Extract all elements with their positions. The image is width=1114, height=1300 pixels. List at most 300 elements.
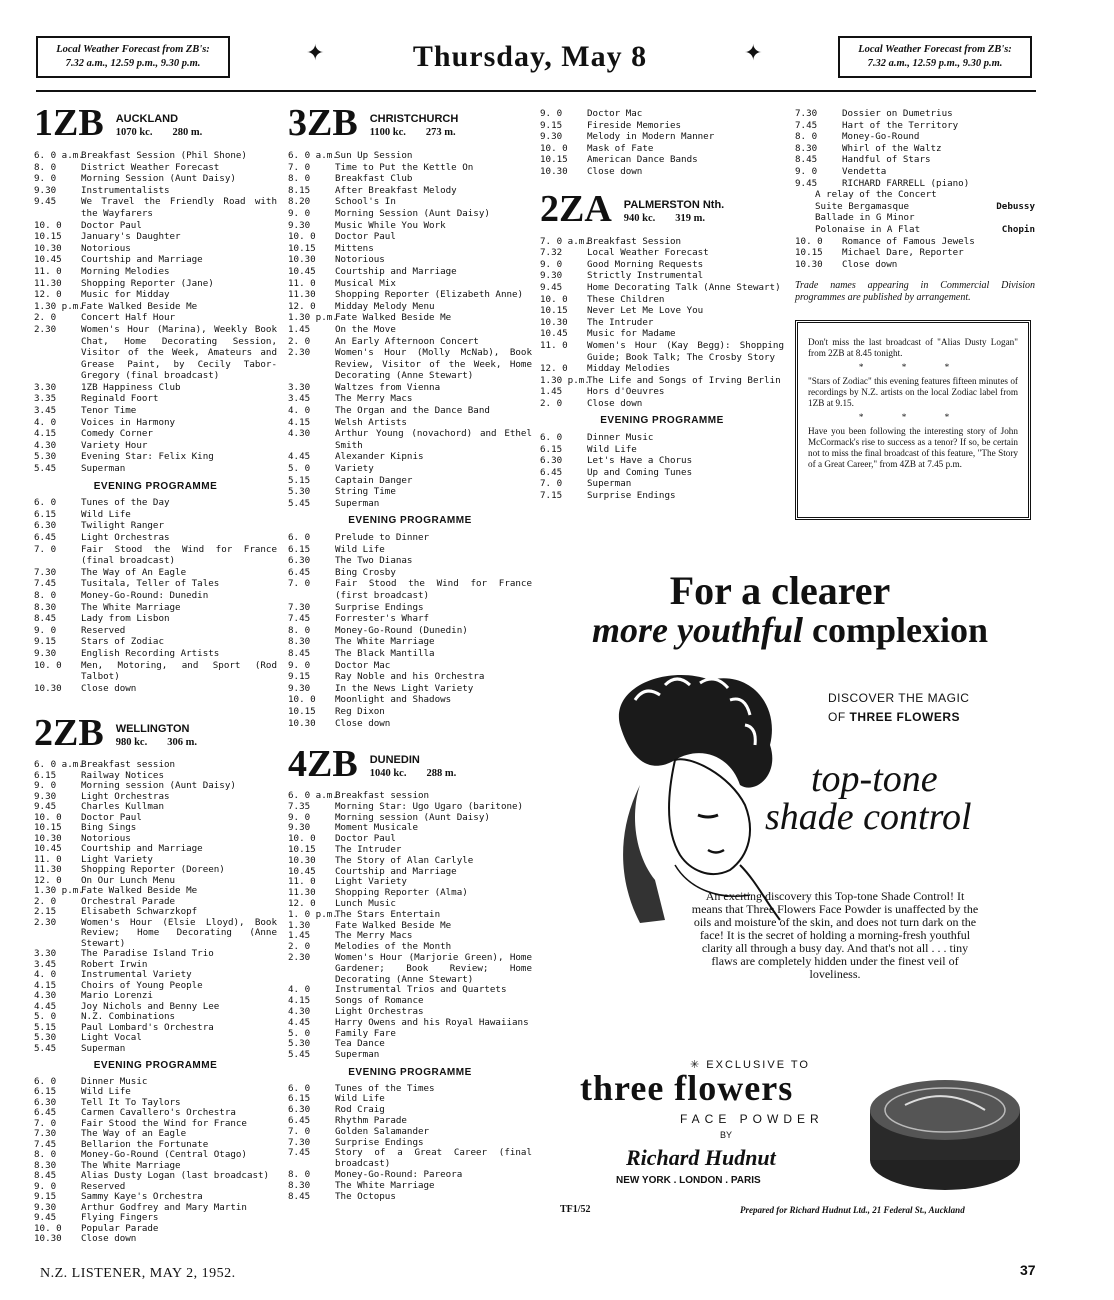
schedule-time: 9.45 [34,196,57,208]
schedule-row [34,1077,277,1088]
schedule-programme: Morning session (Aunt Daisy) [335,811,490,823]
schedule-row [34,844,277,855]
schedule-programme: The Merry Macs [335,393,413,405]
schedule-programme: Charles Kullman [81,801,164,813]
schedule-time: 7.35 [288,800,311,812]
ad-script-line1: top-tone [811,758,938,800]
schedule-programme: Wild Life [81,508,131,520]
note-mccormack: Have you been following the interesting story of John McCormack's rise to success as a tenor? If so, be certain not to miss the final broadcast of this feature, "The Story of a Great Career," from 4ZB at 7.45 p.m. [808,426,1018,469]
schedule-programme: The Two Dianas [335,555,413,567]
station-kc: 940 kc. [623,212,656,224]
ad-discover-line1: DISCOVER THE MAGIC [828,691,970,705]
schedule-programme: Doctor Mac [587,108,643,119]
schedule-programme: RICHARD FARRELL (piano) [842,177,970,189]
schedule-row [540,317,784,329]
schedule-row [34,590,277,602]
schedule-programme: Tea Dance [335,1038,385,1050]
schedule-row [34,660,277,683]
schedule-time: 9.45 [34,1212,57,1224]
schedule-time: 8. 0 [288,173,311,185]
schedule-time: 4. 0 [34,416,57,428]
schedule-programme: Fireside Memories [587,119,682,131]
schedule-time: 8.45 [34,1170,57,1182]
schedule-time: 10. 0 [34,1222,62,1234]
schedule-4zb-continued [540,108,784,178]
schedule-row [288,1039,532,1050]
schedule-time: 10.45 [288,865,316,877]
schedule-time: 9.45 [540,281,563,293]
schedule-programme: Reserved [81,624,126,636]
schedule-programme: Comedy Corner [81,428,153,440]
schedule-programme: Courtship and Marriage [335,865,457,877]
schedule-time: 10.15 [288,242,316,254]
station-kc: 1100 kc. [369,127,406,138]
schedule-programme: Railway Notices [81,769,164,781]
concert-piece-row [795,201,1035,213]
concert-composer: Debussy [996,200,1035,212]
evening-heading: EVENING PROGRAMME [348,1067,472,1079]
ad-script-text [765,760,972,836]
schedule-time: 4.45 [34,1000,57,1012]
schedule-2za-day [540,236,784,410]
schedule-time: 9. 0 [34,173,57,185]
schedule-row [34,1224,277,1235]
schedule-row [34,173,277,185]
schedule-time: 4.15 [288,416,311,428]
schedule-programme: Variety [335,463,374,475]
schedule-programme: Welsh Artists [335,416,407,428]
schedule-row [288,185,532,197]
ad-prepared-for: Prepared for Richard Hudnut Ltd., 21 Federal St., Auckland [740,1205,965,1215]
schedule-programme: Fair Stood the Wind for France (final broadcast) [81,543,277,567]
schedule-time: 6.45 [288,566,311,578]
schedule-row [540,166,784,178]
schedule-row [34,532,277,544]
schedule-row [540,120,784,132]
schedule-time: 4.45 [288,1016,311,1028]
ad-by: BY [720,1130,733,1140]
schedule-time: 11. 0 [540,339,568,351]
schedule-time: 6.30 [288,1104,311,1116]
schedule-row [540,386,784,398]
schedule-time: 9.45 [34,801,57,813]
schedule-time: 9.30 [288,219,311,231]
schedule-programme: Tell It To Taylors [81,1096,181,1108]
schedule-row [34,949,277,960]
ad-discover-of: OF [828,710,846,724]
schedule-time: 8.45 [288,1190,311,1202]
schedule-row [795,236,1035,248]
schedule-programme: Good Morning Requests [587,258,704,270]
schedule-programme: Wild Life [335,1093,385,1105]
schedule-programme: Voices in Harmony [81,416,176,428]
schedule-row [34,823,277,834]
schedule-row [288,220,532,232]
schedule-time: 7. 0 [34,543,57,555]
schedule-time: 3.45 [34,405,57,417]
schedule-time: 6.45 [540,466,563,478]
schedule-row [540,340,784,363]
schedule-time: 8.15 [288,184,311,196]
schedule-row [288,636,532,648]
schedule-programme: District Weather Forecast [81,161,220,173]
schedule-programme: Hors d'Oeuvres [587,386,665,398]
schedule-programme: Michael Dare, Reporter [842,247,964,259]
schedule-time: 6.45 [34,1107,57,1119]
schedule-time: 10.15 [795,247,823,259]
schedule-time: 8.30 [795,142,818,154]
schedule-programme: Joy Nichols and Benny Lee [81,1000,220,1012]
schedule-time: 4.15 [34,979,57,991]
schedule-time: 10.30 [288,717,316,729]
schedule-row [288,602,532,614]
schedule-programme: We Travel the Friendly Road with the Wayfarers [81,196,277,219]
schedule-row [288,1127,532,1138]
schedule-programme: Doctor Paul [335,833,396,845]
column-4 [795,108,1035,304]
concert-composer: Chopin [1001,223,1035,235]
schedule-row [288,694,532,706]
schedule-programme: Let's Have a Chorus [587,455,693,467]
station-1zb-header [34,102,277,144]
schedule-programme: Doctor Paul [81,811,142,823]
schedule-row [288,324,532,336]
schedule-time: 7.32 [540,247,563,259]
schedule-row [34,220,277,232]
schedule-time: 1.30 p.m. [540,374,590,386]
schedule-time: 9.30 [34,184,57,196]
schedule-programme: The Black Mantilla [335,647,435,659]
schedule-time: 10.30 [540,316,568,328]
schedule-row [288,463,532,475]
schedule-time: 5. 0 [288,463,311,475]
schedule-programme: Music for Midday [81,289,170,301]
station-metres: 306 m. [167,737,197,749]
station-metres: 273 m. [425,127,456,138]
schedule-time: 9.30 [540,131,563,143]
schedule-row [34,802,277,813]
schedule-row [540,236,784,248]
schedule-programme: The Organ and the Dance Band [335,405,490,417]
evening-heading: EVENING PROGRAMME [348,515,472,527]
schedule-programme: Musical Mix [335,277,396,289]
schedule-programme: Surprise Endings [587,490,676,502]
schedule-time: 11.30 [288,887,316,899]
schedule-programme: Lady from Lisbon [81,613,170,625]
schedule-programme: Fate Walked Beside Me [335,312,452,324]
schedule-row [288,451,532,463]
schedule-time: 1.30 p.m. [34,885,84,897]
schedule-time: 5.45 [34,1042,57,1054]
schedule-time: 7.15 [540,490,563,502]
schedule-programme: Superman [335,497,380,509]
schedule-programme: Music While You Work [335,219,446,231]
schedule-time: 9.30 [34,1201,57,1213]
schedule-row [34,324,277,382]
schedule-programme: The White Marriage [81,1159,181,1171]
schedule-programme: Light Orchestras [81,532,170,543]
schedule-programme: Tunes of the Day [81,497,170,509]
schedule-programme: Doctor Mac [335,659,391,671]
ad-script-line2: shade control [765,796,972,838]
schedule-time: 9. 0 [288,659,311,671]
schedule-programme: Robert Irwin [81,958,148,970]
schedule-programme: Superman [81,463,126,475]
schedule-programme: Light Variety [335,876,407,888]
station-city: DUNEDIN [369,754,420,767]
schedule-time: 8. 0 [34,1149,57,1161]
schedule-time: 10.15 [288,705,316,717]
schedule-row [288,953,532,985]
schedule-time: 9. 0 [795,165,818,177]
weather-box-right [838,36,1032,78]
schedule-time: 7. 0 a.m. [540,235,590,247]
schedule-3zb-day [288,150,532,509]
schedule-time: 9.30 [540,270,563,282]
ad-headline-2 [540,609,1040,651]
schedule-time: 3.35 [34,393,57,405]
station-city: PALMERSTON Nth. [623,198,725,211]
schedule-programme: Superman [335,1049,380,1061]
schedule-row [540,247,784,259]
schedule-time: 9.15 [34,636,57,648]
schedule-time: 10. 0 [540,142,568,154]
schedule-row [34,509,277,521]
ad-brand-name: three flowers [580,1068,794,1108]
schedule-programme: The Intruder [335,844,402,856]
schedule-time: 8.30 [288,636,311,648]
schedule-row [34,683,277,695]
schedule-time: 11.30 [34,277,62,289]
schedule-programme: Instrumental Variety [81,969,192,981]
station-call: 2ZB [34,712,104,755]
schedule-time: 10. 0 [34,811,62,823]
schedule-row [288,498,532,510]
schedule-time: 8.45 [795,154,818,166]
schedule-programme: Popular Parade [81,1222,159,1234]
ad-face-powder: FACE POWDER [680,1112,824,1126]
schedule-row [34,544,277,567]
schedule-programme: Bing Crosby [335,566,396,578]
schedule-programme: Midday Melody Menu [335,300,435,312]
notes-box [795,320,1031,520]
schedule-time: 9.30 [288,682,311,694]
evening-heading: EVENING PROGRAMME [600,415,724,427]
schedule-time: 4.45 [288,451,311,463]
schedule-programme: Sammy Kaye's Orchestra [81,1191,203,1203]
schedule-row [288,1018,532,1029]
schedule-row [540,478,784,490]
schedule-programme: Reserved [81,1180,126,1192]
schedule-time: 7.45 [795,119,818,131]
advertisement [540,545,1040,1235]
schedule-row [540,444,784,456]
schedule-time: 10.30 [34,1233,62,1245]
trade-names-note: Trade names appearing in Commercial Division programmes are published by arrangement. [795,280,1035,304]
schedule-row [34,243,277,255]
schedule-row [288,266,532,278]
schedule-time: 9. 0 [34,624,57,636]
schedule-programme: Rod Craig [335,1104,385,1116]
schedule-programme: Tenor Time [81,405,137,417]
schedule-time: 8. 0 [34,161,57,173]
schedule-time: 8.30 [34,1159,57,1171]
schedule-time: 9. 0 [34,780,57,792]
schedule-time: 6. 0 [288,532,311,543]
schedule-programme: Superman [81,1042,126,1054]
schedule-row [540,282,784,294]
schedule-row [34,162,277,174]
schedule-time: 3.30 [288,381,311,393]
schedule-time: 4. 0 [288,405,311,417]
schedule-row [540,363,784,375]
schedule-programme: Songs of Romance [335,995,424,1007]
schedule-time: 7.30 [34,566,57,578]
schedule-time: 6. 0 [288,1082,311,1094]
schedule-programme: Golden Salamander [335,1125,430,1137]
schedule-programme: After Breakfast Melody [335,184,457,196]
powder-box-illustration [865,1065,1025,1195]
schedule-time: 6. 0 a.m. [288,150,338,161]
schedule-row [795,108,1035,120]
schedule-row [34,602,277,614]
schedule-time: 7. 0 [34,1117,57,1129]
schedule-time: 4.30 [34,990,57,1002]
schedule-time: 9.30 [288,822,311,834]
schedule-time: 3.30 [34,381,57,393]
station-metres: 319 m. [675,212,706,224]
schedule-row [34,463,277,475]
schedule-row [288,706,532,718]
schedule-row [288,613,532,625]
schedule-row [288,1105,532,1116]
schedule-programme: Choirs of Young People [81,979,203,991]
schedule-time: 7.45 [34,578,57,590]
schedule-row [34,567,277,579]
schedule-row [288,532,532,544]
schedule-row [795,131,1035,143]
schedule-row [34,497,277,509]
schedule-programme: Morning session (Aunt Daisy) [81,780,236,792]
schedule-programme: Wild Life [587,443,637,455]
schedule-programme: Handful of Stars [842,154,931,166]
schedule-row [34,254,277,266]
stars-divider: * * * [858,412,968,422]
schedule-row [288,544,532,556]
schedule-time: 9. 0 [34,1180,57,1192]
schedule-programme: Notorious [81,832,131,844]
schedule-row [288,347,532,382]
schedule-programme: Dinner Music [81,1075,148,1087]
schedule-time: 4.15 [288,995,311,1007]
schedule-programme: Close down [587,397,643,409]
schedule-programme: The White Marriage [335,1179,435,1191]
schedule-programme: Courtship and Marriage [81,843,203,855]
schedule-programme: The Way of an Eagle [81,1128,187,1140]
schedule-row [795,178,1035,190]
schedule-row [795,259,1035,271]
schedule-time: 10.45 [34,254,62,266]
schedule-row [540,131,784,143]
schedule-programme: Romance of Famous Jewels [842,235,975,247]
schedule-time: 6.30 [540,455,563,467]
schedule-programme: Home Decorating Talk (Anne Stewart) [587,281,781,293]
schedule-4zb-evening [288,1084,532,1203]
schedule-row [34,393,277,405]
schedule-time: 5.30 [34,451,57,463]
schedule-time: 10. 0 [795,235,823,247]
schedule-time: 10. 0 [288,694,316,706]
schedule-programme: Morning Melodies [81,265,170,277]
schedule-time: 7.45 [288,1147,311,1159]
schedule-programme: Prelude to Dinner [335,532,430,543]
schedule-row [34,278,277,290]
ad-headline-2-italic: more youthful [591,610,804,650]
schedule-programme: Captain Danger [335,474,413,486]
station-4zb-header [288,743,532,786]
schedule-programme: Mittens [335,242,374,254]
station-kc: 1070 kc. [115,127,153,138]
schedule-programme: Bing Sings [81,822,137,834]
schedule-row [34,185,277,197]
schedule-row [34,1171,277,1182]
schedule-programme: Up and Coming Tunes [587,466,693,478]
schedule-programme: Fair Stood the Wind for France [81,1117,247,1129]
stars-divider: * * * [858,362,968,372]
schedule-programme: Sun Up Session [335,150,413,161]
schedule-row [288,671,532,683]
schedule-row [288,173,532,185]
schedule-row [288,625,532,637]
schedule-row [540,455,784,467]
schedule-row [34,266,277,278]
schedule-programme: Close down [335,717,391,729]
schedule-row [288,301,532,313]
schedule-programme: In the News Light Variety [335,682,474,694]
schedule-programme: The White Marriage [81,601,181,613]
station-city: AUCKLAND [115,113,179,125]
schedule-time: 10.15 [540,305,568,317]
schedule-row [288,486,532,498]
schedule-row [795,143,1035,155]
station-2za-header [540,187,784,230]
schedule-time: 10.15 [288,844,316,856]
schedule-programme: Harry Owens and his Royal Hawaiians [335,1016,529,1028]
schedule-row [540,270,784,282]
column-1 [34,100,277,1245]
schedule-programme: School's In [335,196,396,208]
ad-cities: NEW YORK . LONDON . PARIS [616,1175,761,1186]
schedule-row [34,1023,277,1034]
schedule-programme: Strictly Instrumental [587,270,704,282]
schedule-time: 10.15 [34,822,62,834]
schedule-row [34,312,277,324]
schedule-row [288,888,532,899]
schedule-time: 6.45 [34,532,57,543]
schedule-2zb-day [34,760,277,1054]
schedule-row [34,1234,277,1245]
schedule-programme: Breakfast session [335,790,430,802]
schedule-time: 5.30 [34,1032,57,1044]
schedule-programme: Light Orchestras [81,790,170,802]
schedule-programme: Fair Stood the Wind for France (first broadcast) [335,578,532,601]
schedule-row [288,718,532,730]
schedule-programme: Wild Life [81,1086,131,1098]
station-call: 1ZB [34,102,104,144]
schedule-row [288,555,532,567]
schedule-time: 7.45 [34,1138,57,1150]
schedule-programme: Close down [842,258,898,270]
